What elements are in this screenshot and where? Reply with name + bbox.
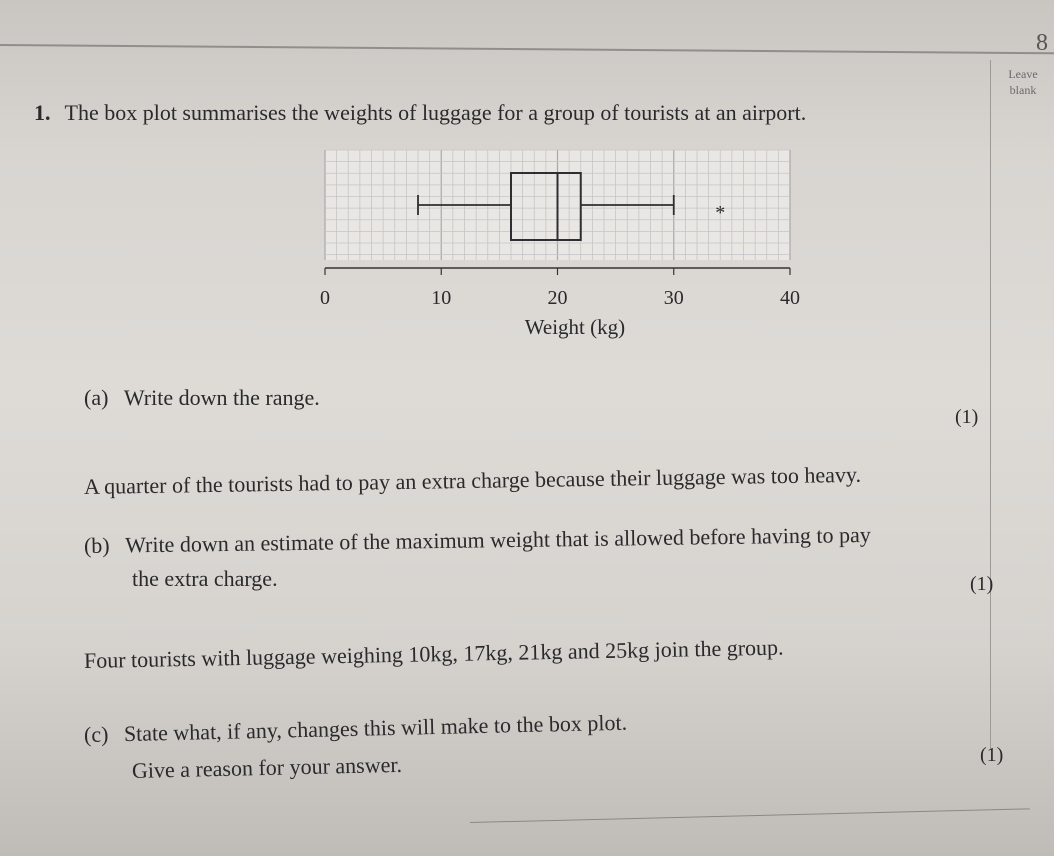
leave-blank-label: Leave blank [1008, 67, 1038, 97]
part-c-line1: State what, if any, changes this will make to the box plot. [123, 709, 628, 747]
answer-line [470, 808, 1030, 823]
statement-2: Four tourists with luggage weighing 10kg, 17kg, 21kg and 25kg join the group. [83, 634, 784, 673]
x-tick-label-10: 10 [431, 287, 452, 309]
question-intro [34, 100, 806, 126]
part-b-line2: the extra charge. [132, 566, 278, 591]
x-axis-title: Weight (kg) [524, 315, 626, 339]
x-tick-label-0: 0 [320, 287, 330, 309]
part-a-label: (a) [84, 385, 109, 410]
question-intro-text: The box plot summarises the weights of luggage for a group of tourists at an airport. [64, 100, 807, 125]
part-c-label: (c) [83, 721, 109, 747]
part-b-label: (b) [83, 532, 110, 558]
part-a-text: Write down the range. [123, 385, 320, 410]
margin-rule [990, 60, 991, 750]
part-a-marks: (1) [955, 406, 979, 428]
question-number: 1. [34, 100, 51, 125]
x-tick-label-20: 20 [547, 287, 568, 309]
page-number: 8 [1036, 30, 1048, 56]
part-c-line2: Give a reason for your answer. [131, 751, 403, 783]
part-b-line1: Write down an estimate of the maximum weight that is allowed before having to pay [124, 522, 871, 558]
box-plot-chart [300, 140, 820, 345]
outlier-marker: * [715, 202, 726, 224]
x-tick-label-40: 40 [780, 287, 800, 309]
part-c-marks: (1) [980, 744, 1004, 766]
part-b [84, 522, 871, 559]
statement-1: A quarter of the tourists had to pay an extra charge because their luggage was too heavy. [83, 461, 862, 499]
part-c [84, 710, 628, 748]
part-b-marks: (1) [970, 573, 994, 595]
part-a [84, 385, 320, 411]
x-tick-label-30: 30 [663, 287, 684, 309]
page-top-rule [0, 44, 1054, 54]
